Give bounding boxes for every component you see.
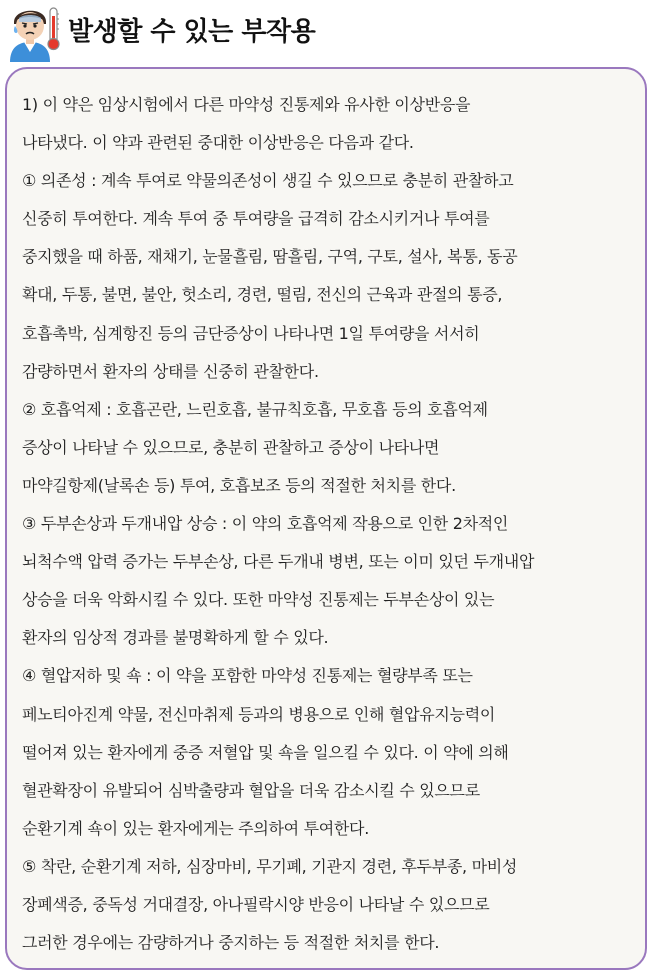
text-line: ⑤ 착란, 순환기계 저하, 심장마비, 무기폐, 기관지 경련, 후두부종, 마비성	[22, 856, 518, 876]
text-line: 장폐색증, 중독성 거대결장, 아나필락시양 반응이 나타날 수 있으므로	[22, 894, 490, 914]
side-effects-text	[22, 86, 650, 962]
text-line: 1) 이 약은 임상시험에서 다른 마약성 진통제와 유사한 이상반응을	[22, 95, 471, 114]
section-header	[0, 0, 656, 66]
text-line: 상승을 더욱 악화시킬 수 있다. 또한 마약성 진통제는 두부손상이 있는	[22, 590, 495, 610]
text-line: 증상이 나타날 수 있으므로, 충분히 관찰하고 증상이 나타나면	[22, 437, 440, 457]
text-line: 마약길항제(날록손 등) 투여, 호흡보조 등의 적절한 처치를 한다.	[22, 475, 456, 495]
text-line: 순환기계 쇽이 있는 환자에게는 주의하여 투여한다.	[22, 818, 369, 838]
text-line: ④ 혈압저하 및 쇽 : 이 약을 포함한 마약성 진통제는 혈량부족 또는	[22, 666, 473, 686]
text-line: 호흡촉박, 심계항진 등의 금단증상이 나타나면 1일 투여량을 서서히	[22, 323, 480, 343]
text-line: 신중히 투여한다. 계속 투여 중 투여량을 급격히 감소시키거나 투여를	[22, 209, 490, 229]
text-line: 확대, 두통, 불면, 불안, 헛소리, 경련, 떨림, 전신의 근육과 관절의 통증,	[22, 285, 503, 305]
text-line: 그러한 경우에는 감량하거나 중지하는 등 적절한 처치를 한다.	[22, 933, 440, 953]
text-line: 환자의 임상적 경과를 불명확하게 할 수 있다.	[22, 628, 329, 648]
text-line: 떨어져 있는 환자에게 중증 저혈압 및 쇽을 일으킬 수 있다. 이 약에 의해	[22, 742, 509, 762]
text-line: ③ 두부손상과 두개내압 상승 : 이 약의 호흡억제 작용으로 인한 2차적인	[22, 514, 509, 534]
text-line: 중지했을 때 하품, 재채기, 눈물흘림, 땀흘림, 구역, 구토, 설사, 복통, 동공	[22, 247, 518, 267]
text-line: 혈관확장이 유발되어 심박출량과 혈압을 더욱 감소시킬 수 있으므로	[22, 780, 480, 800]
text-line: 나타냈다. 이 약과 관련된 중대한 이상반응은 다음과 같다.	[22, 133, 414, 153]
text-line: ② 호흡억제 : 호흡곤란, 느린호흡, 불규칙호흡, 무호흡 등의 호흡억제	[22, 399, 488, 419]
text-line: ① 의존성 : 계속 투여로 약물의존성이 생길 수 있으므로 충분히 관찰하고	[22, 171, 514, 191]
text-line: 페노티아진계 약물, 전신마취제 등과의 병용으로 인해 혈압유지능력이	[22, 704, 496, 724]
sick-person-thermometer-icon	[6, 2, 64, 62]
text-line: 뇌척수액 압력 증가는 두부손상, 다른 두개내 병변, 또는 이미 있던 두개내압	[22, 552, 535, 572]
page-title: 발생할 수 있는 부작용	[68, 17, 316, 47]
text-line: 감량하면서 환자의 상태를 신중히 관찰한다.	[22, 361, 319, 381]
